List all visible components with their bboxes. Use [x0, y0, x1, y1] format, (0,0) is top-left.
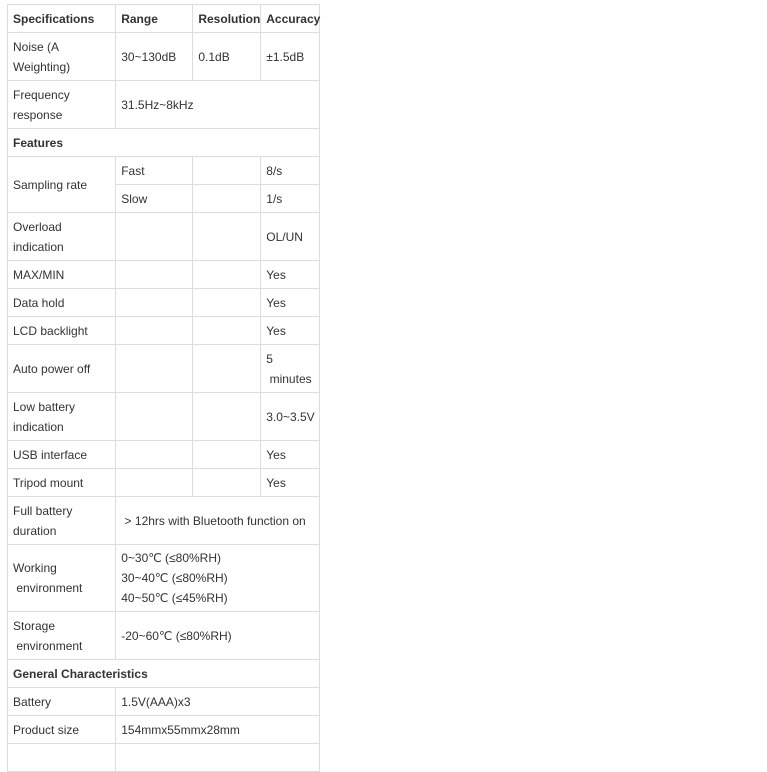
- maxmin-empty-2: [193, 261, 261, 289]
- usb-empty-1: [116, 441, 193, 469]
- tripod-value: Yes: [261, 469, 320, 497]
- frequency-label: [8, 81, 116, 129]
- table-row-partial: [8, 744, 320, 772]
- table-row-overload: [8, 213, 320, 261]
- tripod-label: Tripod mount: [8, 469, 116, 497]
- storage-env-label-line1: Storage: [13, 618, 56, 633]
- data-hold-empty-2: [193, 289, 261, 317]
- auto-power-empty-2: [193, 345, 261, 393]
- usb-label: USB interface: [8, 441, 116, 469]
- full-battery-value: > 12hrs with Bluetooth function on: [116, 497, 320, 545]
- usb-empty-2: [193, 441, 261, 469]
- table-row-product-size: [8, 716, 320, 744]
- general-heading: General Characteristics: [8, 660, 320, 688]
- working-env-label-line1: Working: [13, 561, 57, 575]
- table-row-maxmin: [8, 261, 320, 289]
- maxmin-empty-1: [116, 261, 193, 289]
- auto-power-value-line2: minutes: [266, 371, 312, 386]
- storage-env-value: -20~60℃ (≤80%RH): [116, 612, 320, 660]
- header-accuracy: Accuracy: [261, 5, 320, 33]
- table-header-row: [8, 5, 320, 33]
- data-hold-label: Data hold: [8, 289, 116, 317]
- low-battery-empty-1: [116, 393, 193, 441]
- noise-resolution: 0.1dB: [193, 33, 261, 81]
- table-row-usb: [8, 441, 320, 469]
- auto-power-label: Auto power off: [8, 345, 116, 393]
- full-battery-label-line2: duration: [13, 523, 57, 538]
- header-specifications: Specifications: [8, 5, 116, 33]
- specifications-table: [7, 4, 320, 772]
- low-battery-empty-2: [193, 393, 261, 441]
- maxmin-value: Yes: [261, 261, 320, 289]
- full-battery-label-line1: Full battery: [13, 503, 73, 518]
- overload-label-line1: Overload: [13, 219, 62, 234]
- overload-empty-2: [193, 213, 261, 261]
- noise-range: 30~130dB: [116, 33, 193, 81]
- working-env-label: [8, 545, 116, 612]
- tripod-empty-2: [193, 469, 261, 497]
- frequency-label-line2: response: [13, 107, 63, 122]
- section-row-features: [8, 129, 320, 157]
- working-env-label-line2: environment: [13, 581, 83, 595]
- maxmin-label: MAX/MIN: [8, 261, 116, 289]
- header-resolution: Resolution: [193, 5, 261, 33]
- noise-label-line1: Noise (A: [13, 39, 60, 54]
- low-battery-label-line2: indication: [13, 419, 64, 434]
- backlight-value: Yes: [261, 317, 320, 345]
- table-row-auto-power: [8, 345, 320, 393]
- storage-env-label: [8, 612, 116, 660]
- sampling-slow-label: Slow: [116, 185, 193, 213]
- table-row-full-battery: [8, 497, 320, 545]
- product-size-label: Product size: [8, 716, 116, 744]
- low-battery-label: [8, 393, 116, 441]
- battery-label: Battery: [8, 688, 116, 716]
- partial-empty-1: [8, 744, 116, 772]
- auto-power-value-line1: 5: [266, 351, 273, 366]
- sampling-fast-label: Fast: [116, 157, 193, 185]
- table-row-backlight: [8, 317, 320, 345]
- data-hold-value: Yes: [261, 289, 320, 317]
- auto-power-empty-1: [116, 345, 193, 393]
- storage-env-label-line2: environment: [13, 638, 83, 653]
- working-env-value-line2: 30~40℃ (≤80%RH): [121, 571, 228, 585]
- features-heading: Features: [8, 129, 320, 157]
- overload-empty-1: [116, 213, 193, 261]
- product-size-value: 154mmx55mmx28mm: [116, 716, 320, 744]
- tripod-empty-1: [116, 469, 193, 497]
- table-row-data-hold: [8, 289, 320, 317]
- table-row-storage-environment: [8, 612, 320, 660]
- sampling-label: Sampling rate: [8, 157, 116, 213]
- working-env-value-line1: 0~30℃ (≤80%RH): [121, 551, 221, 565]
- frequency-value: 31.5Hz~8kHz: [116, 81, 320, 129]
- usb-value: Yes: [261, 441, 320, 469]
- battery-value: 1.5V(AAA)x3: [116, 688, 320, 716]
- partial-empty-2: [116, 744, 320, 772]
- table-row-working-environment: [8, 545, 320, 612]
- noise-accuracy: ±1.5dB: [261, 33, 320, 81]
- section-row-general: [8, 660, 320, 688]
- noise-label-line2: Weighting): [13, 59, 71, 74]
- table-row-tripod: [8, 469, 320, 497]
- overload-label-line2: indication: [13, 239, 64, 254]
- sampling-fast-value: 8/s: [261, 157, 320, 185]
- table-row-noise: [8, 33, 320, 81]
- low-battery-value: 3.0~3.5V: [261, 393, 320, 441]
- working-env-value: [116, 545, 320, 612]
- sampling-fast-empty: [193, 157, 261, 185]
- header-range: Range: [116, 5, 193, 33]
- table-row-battery: [8, 688, 320, 716]
- backlight-empty-2: [193, 317, 261, 345]
- backlight-empty-1: [116, 317, 193, 345]
- working-env-value-line3: 40~50℃ (≤45%RH): [121, 591, 228, 605]
- overload-label: [8, 213, 116, 261]
- table-row-sampling-fast: [8, 157, 320, 185]
- low-battery-label-line1: Low battery: [13, 399, 76, 414]
- table-row-low-battery: [8, 393, 320, 441]
- auto-power-value: [261, 345, 320, 393]
- frequency-label-line1: Frequency: [13, 87, 70, 102]
- noise-label: [8, 33, 116, 81]
- backlight-label: LCD backlight: [8, 317, 116, 345]
- full-battery-label: [8, 497, 116, 545]
- table-row-frequency: [8, 81, 320, 129]
- overload-value: OL/UN: [261, 213, 320, 261]
- sampling-slow-value: 1/s: [261, 185, 320, 213]
- sampling-slow-empty: [193, 185, 261, 213]
- data-hold-empty-1: [116, 289, 193, 317]
